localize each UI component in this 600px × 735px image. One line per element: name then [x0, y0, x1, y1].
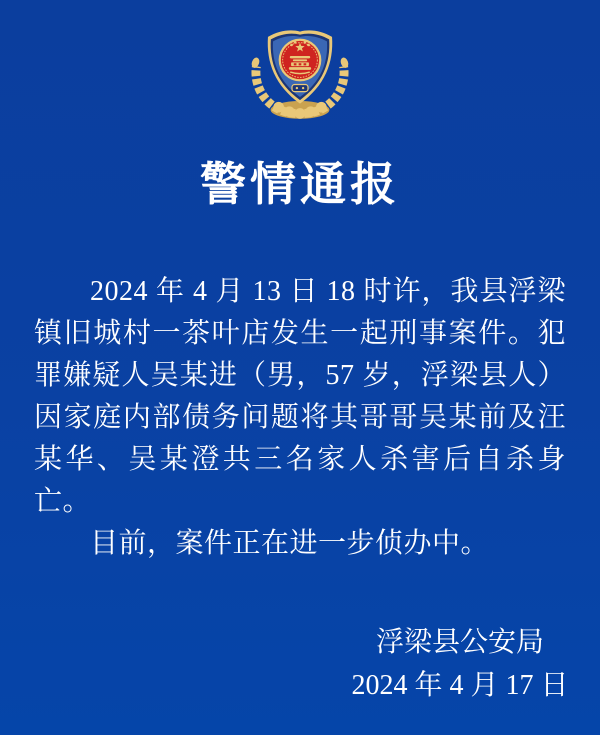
police-badge-icon [242, 20, 358, 125]
signature-date: 2024 年 4 月 17 日 [351, 670, 569, 701]
body-paragraph: 2024 年 4 月 13 日 18 时许，我县浮梁镇旧城村一茶叶店发生一起刑事案件。犯罪嫌疑人吴某进（男，57 岁，浮梁县人）因家庭内部债务问题将其哥哥吴某前及汪某华、吴某澄共三名家人杀害后自杀身亡。 [34, 276, 566, 517]
notice-title: 警情通报 [200, 159, 400, 210]
notice-body [34, 271, 566, 565]
signature-issuer: 浮梁县公安局 [375, 627, 544, 658]
badge-container [0, 0, 600, 125]
body-paragraph: 目前，案件正在进一步侦办中。 [90, 528, 490, 559]
signature-block [334, 621, 586, 707]
